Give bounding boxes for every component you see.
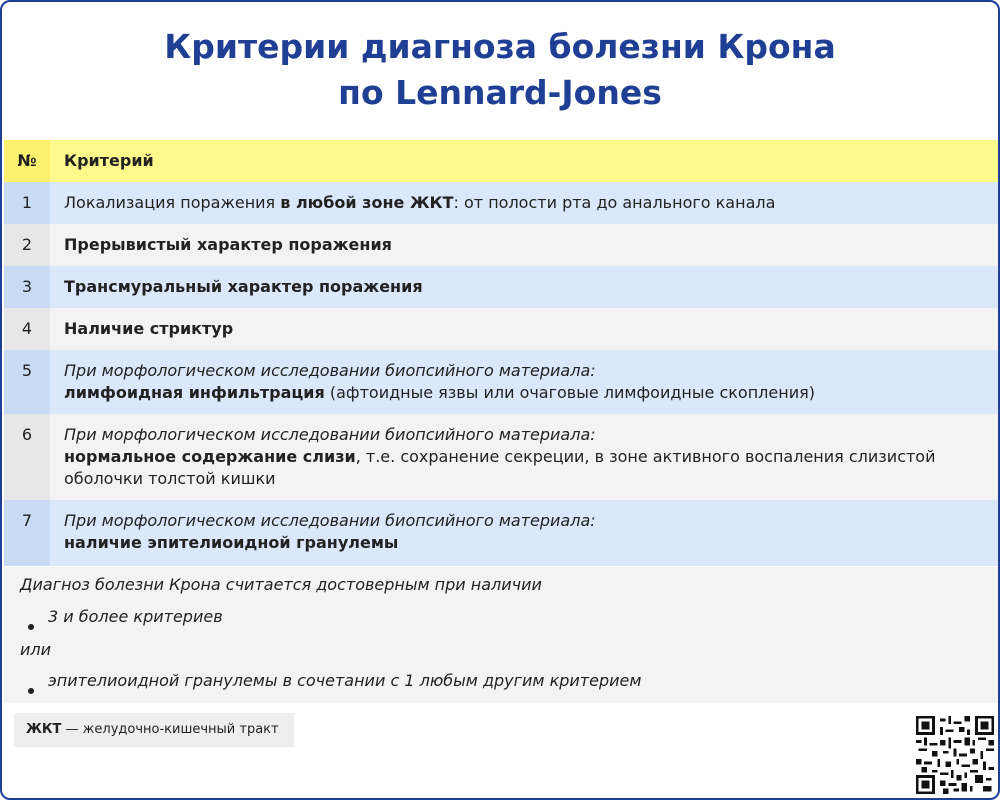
- row-num: 1: [4, 182, 50, 224]
- bullet-dot: [28, 679, 34, 698]
- table-row: [4, 224, 998, 266]
- table-header: [4, 140, 998, 182]
- row-criterion: При морфологическом исследовании биопсийного материала: нормальное содержание слизи, т.е. сохранение секреции, в зоне активного воспаления слизистой оболочки толстой кишки: [64, 425, 936, 488]
- table-row: [4, 182, 998, 224]
- row-num: 2: [4, 224, 50, 266]
- row-criterion: При морфологическом исследовании биопсийного материала: лимфоидная инфильтрация (афтоидные язвы или очаговые лимфоидные скопления): [64, 361, 815, 402]
- title-line-2: по Lennard-Jones: [338, 73, 662, 112]
- bullet-dot: [28, 615, 34, 634]
- row-num: 5: [4, 350, 50, 414]
- table-row: [4, 308, 998, 350]
- qr-code-icon: [916, 716, 994, 794]
- summary-bullet-2: эпителиоидной гранулемы в сочетании с 1 любым другим критерием: [48, 671, 642, 690]
- header-num: №: [4, 140, 50, 182]
- summary-bullet-1: 3 и более критериев: [48, 607, 223, 626]
- row-criterion: Наличие стриктур: [64, 319, 234, 338]
- row-num: 4: [4, 308, 50, 350]
- header-criterion: Критерий: [64, 151, 154, 170]
- table-row: [4, 266, 998, 308]
- row-criterion: При морфологическом исследовании биопсийного материала: наличие эпителиоидной гранулемы: [64, 511, 596, 552]
- row-num: 3: [4, 266, 50, 308]
- abbreviation-note: ЖКТ — желудочно-кишечный тракт: [14, 713, 294, 747]
- row-criterion: Локализация поражения в любой зоне ЖКТ: от полости рта до анального канала: [64, 193, 776, 212]
- summary-or: или: [20, 640, 52, 659]
- diagnosis-summary: [4, 567, 998, 703]
- table-row: [4, 500, 998, 566]
- table-row: [4, 350, 998, 414]
- row-criterion: Прерывистый характер поражения: [64, 235, 392, 254]
- title-line-1: Критерии диагноза болезни Крона: [164, 27, 836, 66]
- criteria-table: [4, 140, 998, 566]
- table-row: [4, 414, 998, 500]
- summary-intro: Диагноз болезни Крона считается достоверным при наличии: [20, 575, 542, 594]
- row-num: 7: [4, 500, 50, 566]
- row-num: 6: [4, 414, 50, 500]
- page-title: [2, 24, 998, 116]
- row-criterion: Трансмуральный характер поражения: [64, 277, 423, 296]
